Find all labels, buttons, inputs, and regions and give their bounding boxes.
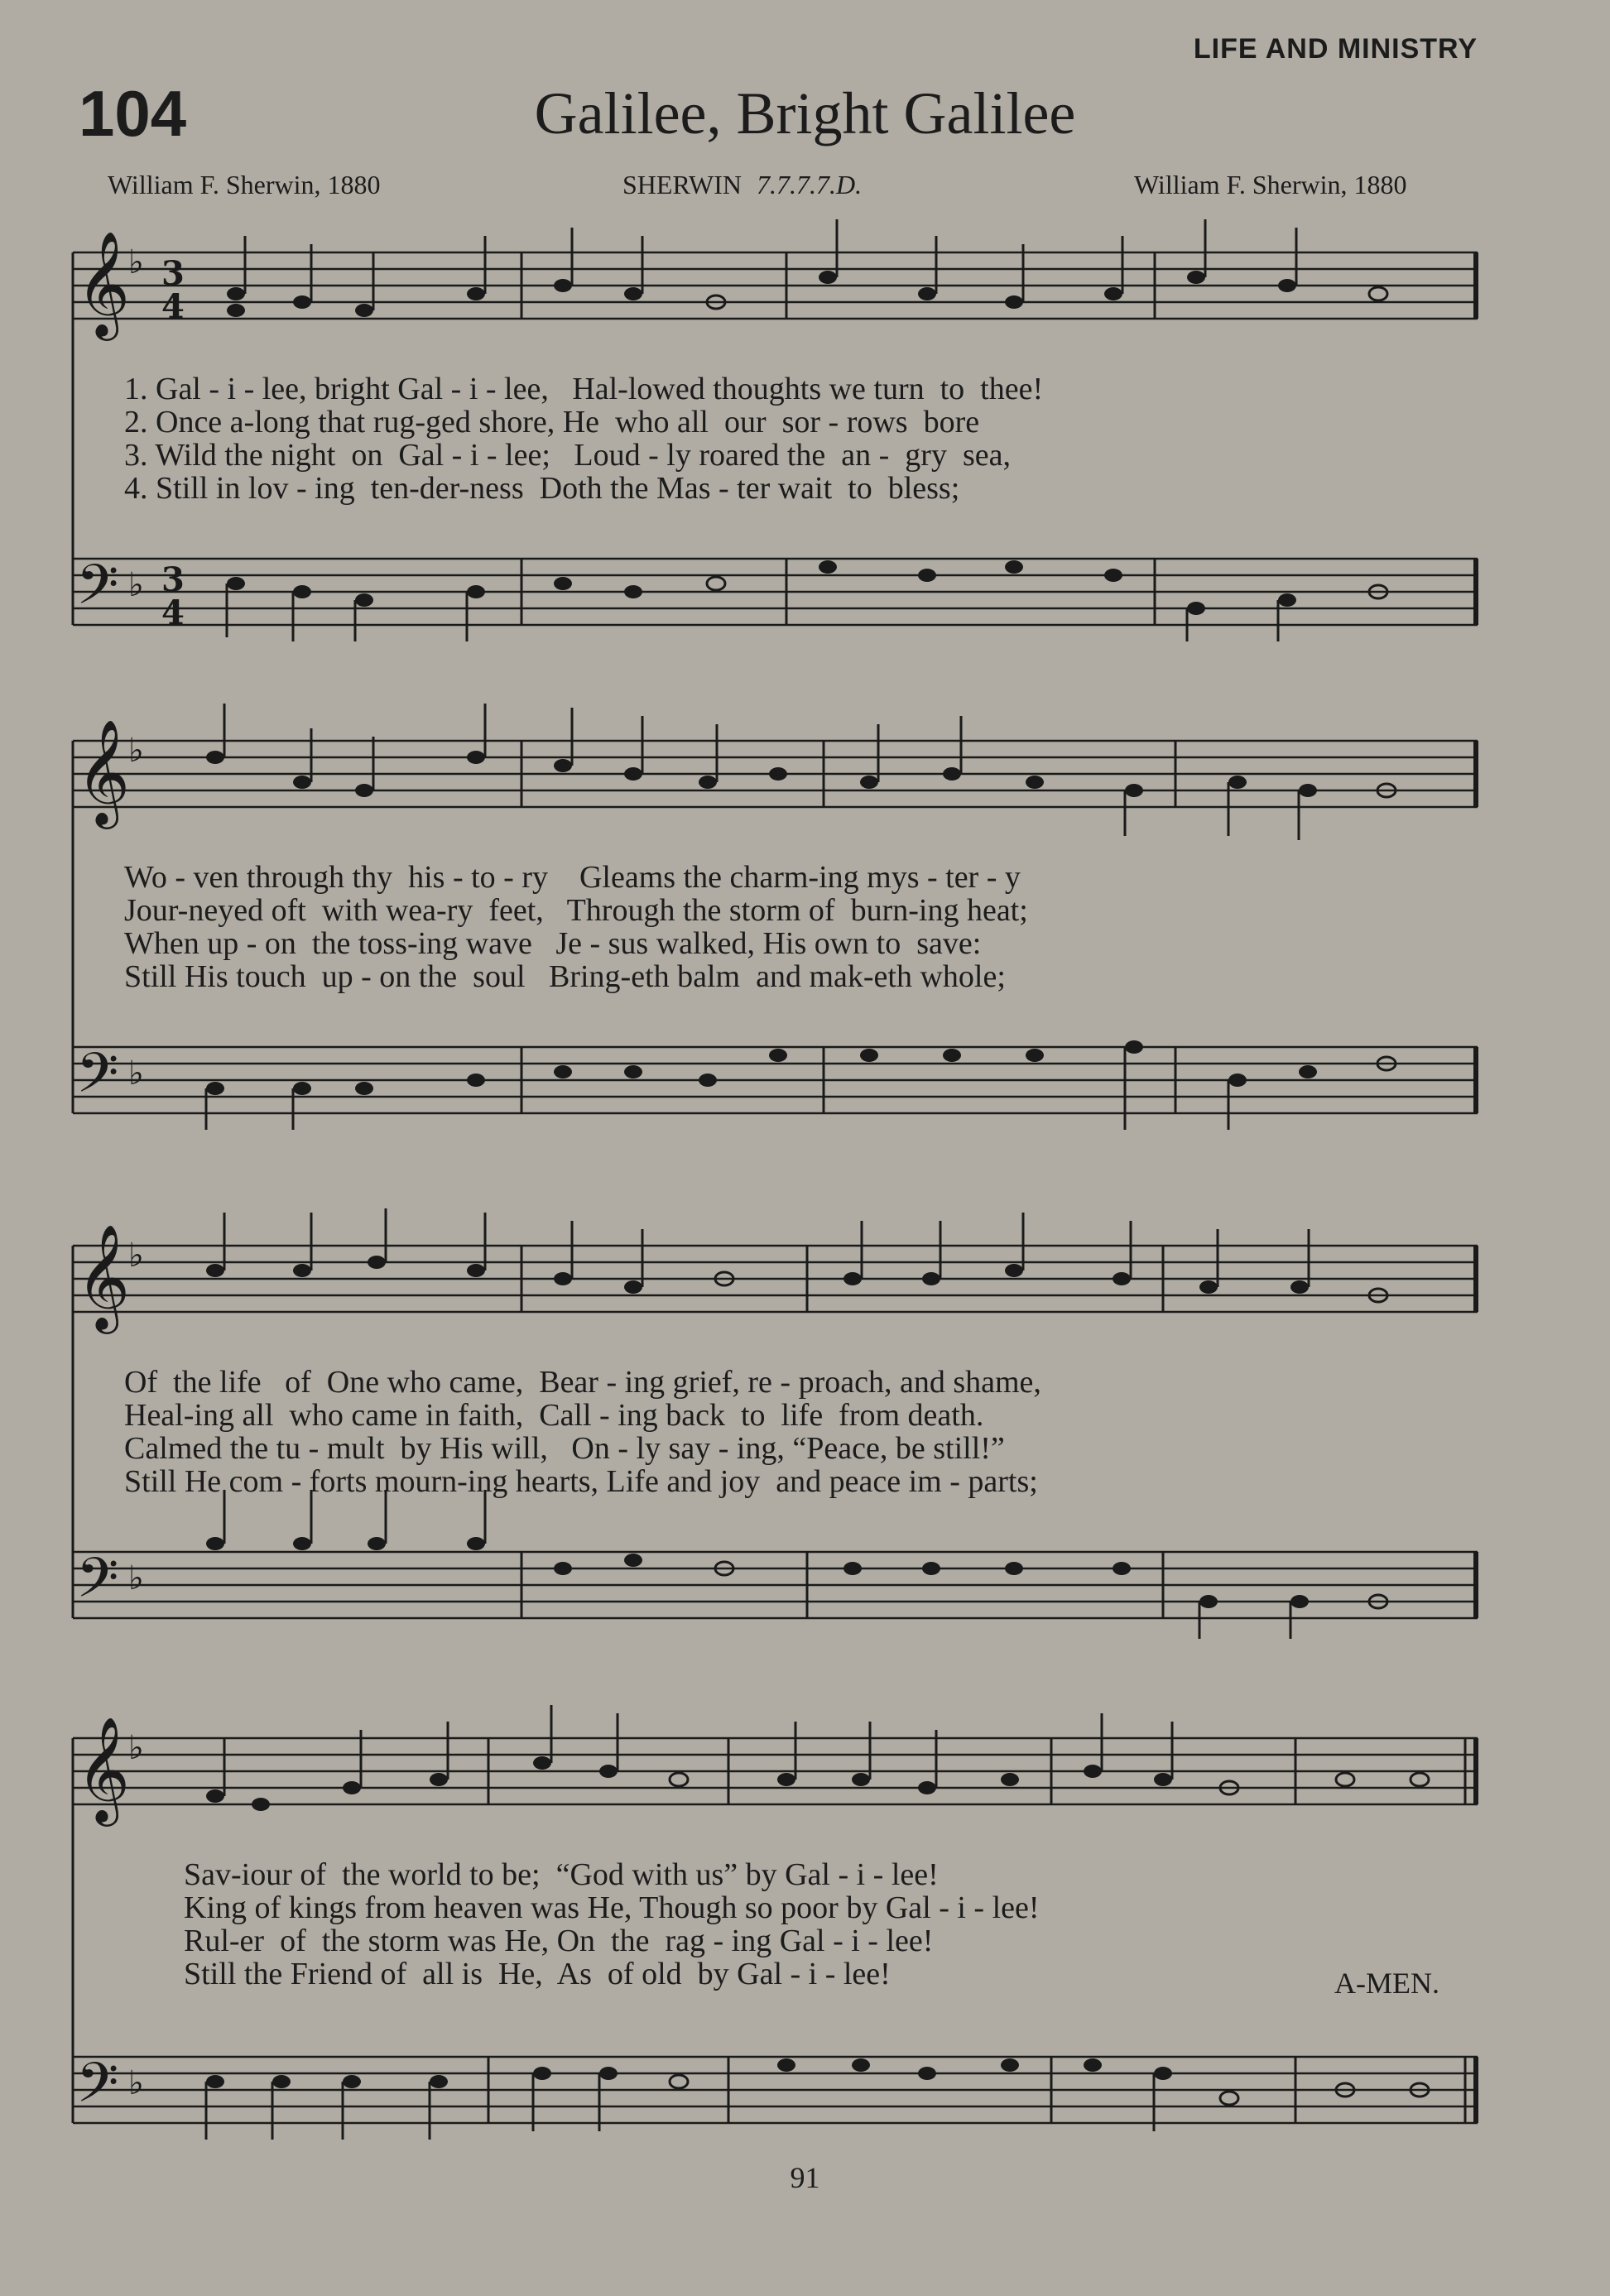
music-credit: William F. Sherwin, 1880	[1134, 170, 1407, 199]
lyrics-system-2	[124, 861, 1449, 993]
bass-clef-icon: 𝄢	[76, 1041, 119, 1118]
treble-staff	[73, 1246, 1478, 1312]
lyric-line: Jour-neyed oft with wea-ry feet, Through the storm of burn-ing heat;	[124, 893, 1028, 928]
lyric-line: Still He com - forts mourn-ing hearts, Life and joy and peace im - parts;	[124, 1464, 1038, 1499]
lyric-line: When up - on the toss-ing wave Je - sus walked, His own to save:	[124, 926, 982, 961]
flat-icon: ♭	[128, 732, 144, 770]
time-sig-icon: 4	[161, 287, 185, 326]
time-sig-icon: 3	[161, 254, 185, 293]
treble-staff	[73, 1738, 1478, 1804]
lyric-line: 2. Once a-long that rug-ged shore, He who all our sor - rows bore	[124, 405, 980, 440]
lyric-line: King of kings from heaven was He, Though so poor by Gal - i - lee!	[184, 1890, 1040, 1925]
time-sig-icon: 3	[161, 560, 185, 599]
lyrics-system-3	[124, 1366, 1449, 1498]
lyrics-system-1	[124, 372, 1449, 505]
tune-meter: 7.7.7.7.D.	[757, 170, 863, 199]
section-label: LIFE AND MINISTRY	[1193, 33, 1478, 65]
bass-clef-icon: 𝄢	[76, 1546, 119, 1623]
hymn-title: Galilee, Bright Galilee	[534, 80, 1076, 147]
flat-icon: ♭	[128, 2064, 144, 2102]
flat-icon: ♭	[128, 243, 144, 281]
lyric-line: Rul-er of the storm was He, On the rag - ing Gal - i - lee!	[184, 1924, 934, 1958]
time-sig-icon: 4	[161, 593, 185, 632]
lyric-line: Sav-iour of the world to be; “God with us” by Gal - i - lee!	[184, 1857, 939, 1892]
lyric-line: 4. Still in lov - ing ten-der-ness Doth the Mas - ter wait to bless;	[124, 471, 960, 506]
flat-icon: ♭	[128, 1054, 144, 1093]
bass-staff	[73, 2057, 1478, 2123]
treble-clef-icon: 𝄞	[76, 230, 131, 336]
lyric-line: Heal-ing all who came in faith, Call - ing back to life from death.	[124, 1398, 984, 1433]
treble-clef-icon: 𝄞	[76, 718, 131, 824]
tune-name: SHERWIN	[622, 170, 742, 199]
lyric-line: 3. Wild the night on Gal - i - lee; Loud - ly roared the an - gry sea,	[124, 438, 1011, 473]
tune-credit	[622, 170, 862, 200]
lyric-line: 1. Gal - i - lee, bright Gal - i - lee, Hal-lowed thoughts we turn to thee!	[124, 372, 1044, 406]
words-credit: William F. Sherwin, 1880	[108, 170, 381, 199]
treble-clef-icon: 𝄞	[76, 1223, 131, 1329]
treble-staff	[73, 252, 1478, 319]
lyric-line: Still His touch up - on the soul Bring-eth balm and mak-eth whole;	[124, 959, 1006, 994]
page-number: 91	[790, 2161, 820, 2194]
flat-icon: ♭	[128, 1559, 144, 1597]
lyric-line: Still the Friend of all is He, As of old by Gal - i - lee!	[184, 1957, 891, 1991]
flat-icon: ♭	[128, 1729, 144, 1767]
flat-icon: ♭	[128, 566, 144, 604]
amen-label: A-MEN.	[1334, 1967, 1439, 2000]
lyrics-system-4	[184, 1858, 1359, 1991]
treble-clef-icon: 𝄞	[76, 1716, 131, 1822]
bass-staff	[73, 1552, 1478, 1618]
flat-icon: ♭	[128, 1237, 144, 1275]
bass-staff	[73, 559, 1478, 625]
bass-clef-icon: 𝄢	[76, 2051, 119, 2128]
bass-clef-icon: 𝄢	[76, 553, 119, 630]
hymn-number: 104	[79, 77, 187, 150]
lyric-line: Wo - ven through thy his - to - ry Gleams the charm-ing mys - ter - y	[124, 860, 1021, 895]
lyric-line: Of the life of One who came, Bear - ing grief, re - proach, and shame,	[124, 1365, 1041, 1400]
lyric-line: Calmed the tu - mult by His will, On - ly say - ing, “Peace, be still!”	[124, 1431, 1005, 1466]
